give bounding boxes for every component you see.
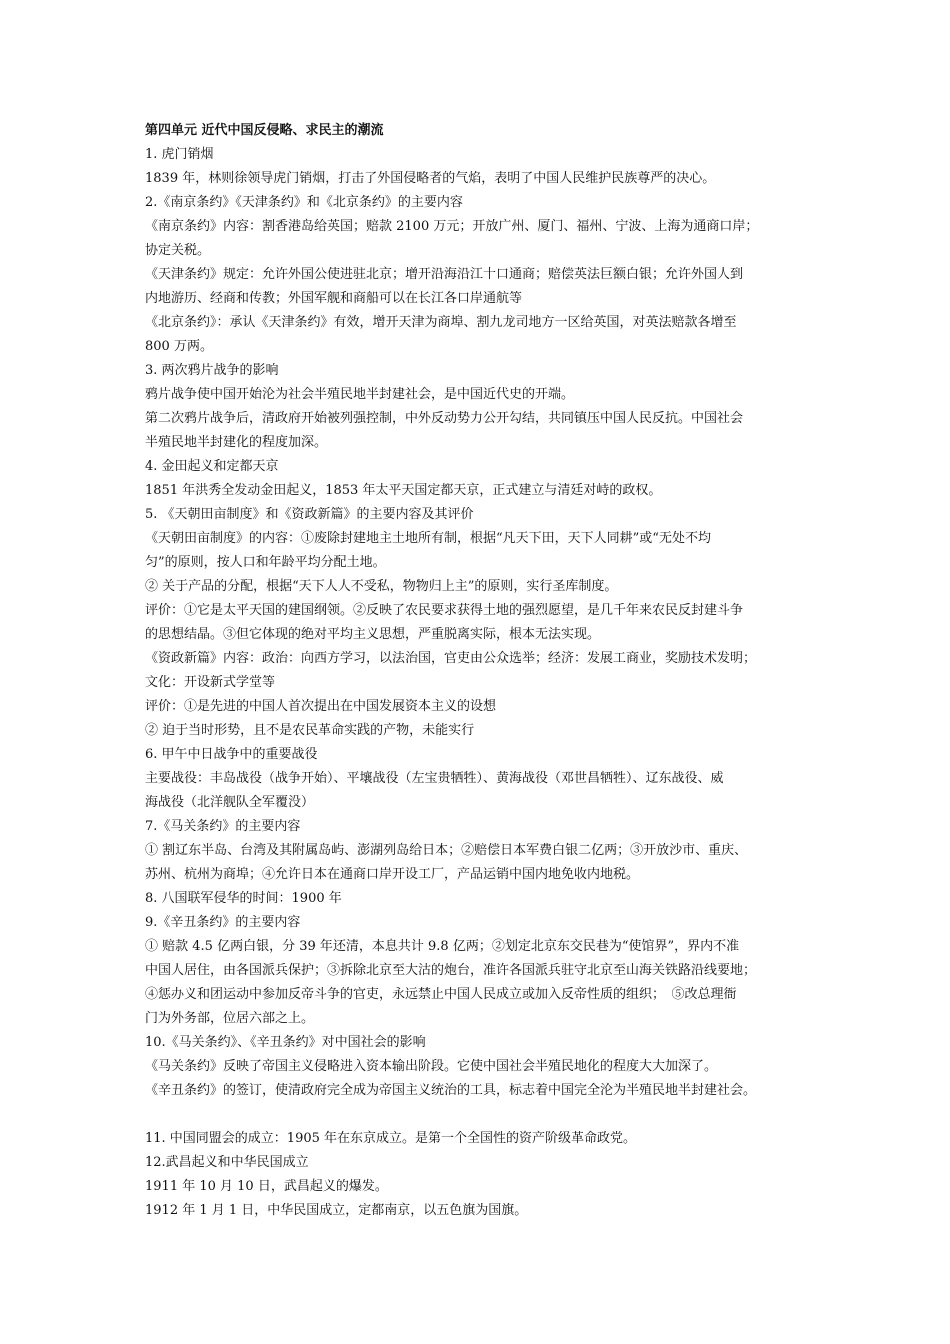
text-line: 3. 两次鸦片战争的影响: [145, 363, 279, 378]
text-line: 800 万两。: [145, 339, 213, 354]
text-line: 《天朝田亩制度》的内容：①废除封建地主土地所有制，根据“凡天下田，天下人同耕”或“无处不均: [145, 531, 711, 546]
text-line: ④惩办义和团运动中参加反帝斗争的官吏，永远禁止中国人民成立或加入反帝性质的组织； ⑤改总理衙: [145, 987, 737, 1002]
text-line: 5. 《天朝田亩制度》和《资政新篇》的主要内容及其评价: [145, 507, 474, 522]
text-line: 门为外务部，位居六部之上。: [145, 1011, 315, 1026]
text-line: ② 迫于当时形势，且不是农民革命实践的产物，未能实行: [145, 723, 475, 738]
text-line: 11. 中国同盟会的成立：1905 年在东京成立。是第一个全国性的资产阶级革命政党。: [145, 1131, 637, 1146]
text-line: 评价：①它是太平天国的建国纲领。②反映了农民要求获得土地的强烈愿望，是几千年来农民反封建斗争: [145, 603, 744, 618]
text-line: 9.《辛丑条约》的主要内容: [145, 915, 301, 930]
text-line: 《辛丑条约》的签订，使清政府完全成为帝国主义统治的工具，标志着中国完全沦为半殖民地半封建社会。: [145, 1083, 757, 1098]
text-line: 海战役（北洋舰队全军覆没）: [145, 795, 315, 810]
text-line: 1839 年，林则徐领导虎门销烟，打击了外国侵略者的气焰，表明了中国人民维护民族尊严的决心。: [145, 171, 716, 186]
text-line: ① 赔款 4.5 亿两白银，分 39 年还清，本息共计 9.8 亿两；②划定北京东交民巷为“使馆界”，界内不准: [145, 939, 740, 954]
text-line: 1851 年洪秀全发动金田起义，1853 年太平天国定都天京，正式建立与清廷对峙的政权。: [145, 483, 662, 498]
text-line: 《马关条约》反映了帝国主义侵略进入资本输出阶段。它使中国社会半殖民地化的程度大大加深了。: [145, 1059, 718, 1074]
text-line: 的思想结晶。③但它体现的绝对平均主义思想，严重脱离实际，根本无法实现。: [145, 627, 601, 642]
text-line: 10.《马关条约》、《辛丑条约》对中国社会的影响: [145, 1035, 426, 1050]
document-page: [145, 119, 825, 1223]
text-line: 主要战役：丰岛战役（战争开始）、平壤战役（左宝贵牺牲）、黄海战役（邓世昌牺牲）、辽东战役、威: [145, 771, 724, 786]
text-line: 匀”的原则，按人口和年龄平均分配土地。: [145, 555, 386, 570]
unit-title: 第四单元 近代中国反侵略、求民主的潮流: [145, 123, 384, 138]
text-line: 1911 年 10 月 10 日，武昌起义的爆发。: [145, 1179, 388, 1194]
text-line: 鸦片战争使中国开始沦为社会半殖民地半封建社会，是中国近代史的开端。: [145, 387, 575, 402]
text-line: 评价：①是先进的中国人首次提出在中国发展资本主义的设想: [145, 699, 497, 714]
text-line: ② 关于产品的分配，根据“天下人人不受私，物物归上主”的原则，实行圣库制度。: [145, 579, 618, 594]
text-line: 6. 甲午中日战争中的重要战役: [145, 747, 318, 762]
text-line: 1912 年 1 月 1 日，中华民国成立，定都南京，以五色旗为国旗。: [145, 1203, 528, 1218]
content-part-2: [145, 1127, 825, 1223]
text-line: 文化：开设新式学堂等: [145, 675, 276, 690]
text-line: 内地游历、经商和传教；外国军舰和商船可以在长江各口岸通航等: [145, 291, 523, 306]
text-line: 8. 八国联军侵华的时间：1900 年: [145, 891, 342, 906]
text-line: 苏州、杭州为商埠；④允许日本在通商口岸开设工厂，产品运销中国内地免收内地税。: [145, 867, 640, 882]
text-line: 半殖民地半封建化的程度加深。: [145, 435, 328, 450]
text-line: 《北京条约》：承认《天津条约》有效，增开天津为商埠、割九龙司地方一区给英国，对英法赔款各增至: [145, 315, 737, 330]
text-line: 12.武昌起义和中华民国成立: [145, 1155, 309, 1170]
text-line: 《天津条约》规定：允许外国公使进驻北京；增开沿海沿江十口通商；赔偿英法巨额白银；允许外国人到: [145, 267, 744, 282]
text-line: 《资政新篇》内容：政治：向西方学习，以法治国，官吏由公众选举；经济：发展工商业，奖励技术发明；: [145, 651, 757, 666]
text-line: 7.《马关条约》的主要内容: [145, 819, 301, 834]
blank-line: [145, 1103, 825, 1127]
text-line: 第二次鸦片战争后，清政府开始被列强控制，中外反动势力公开勾结，共同镇压中国人民反抗。中国社会: [145, 411, 744, 426]
text-line: 《南京条约》内容：割香港岛给英国；赔款 2100 万元；开放广州、厦门、福州、宁波、上海为通商口岸；: [145, 219, 759, 234]
text-line: 4. 金田起义和定都天京: [145, 459, 279, 474]
text-line: ① 割辽东半岛、台湾及其附属岛屿、澎湖列岛给日本；②赔偿日本军费白银二亿两；③开放沙市、重庆、: [145, 843, 748, 858]
text-line: 2.《南京条约》《天津条约》和《北京条约》的主要内容: [145, 195, 463, 210]
text-line: 中国人居住，由各国派兵保护；③拆除北京至大沽的炮台，准许各国派兵驻守北京至山海关铁路沿线要地；: [145, 963, 757, 978]
text-line: 协定关税。: [145, 243, 211, 258]
text-line: 1. 虎门销烟: [145, 147, 214, 162]
content-part-1: [145, 143, 825, 1103]
